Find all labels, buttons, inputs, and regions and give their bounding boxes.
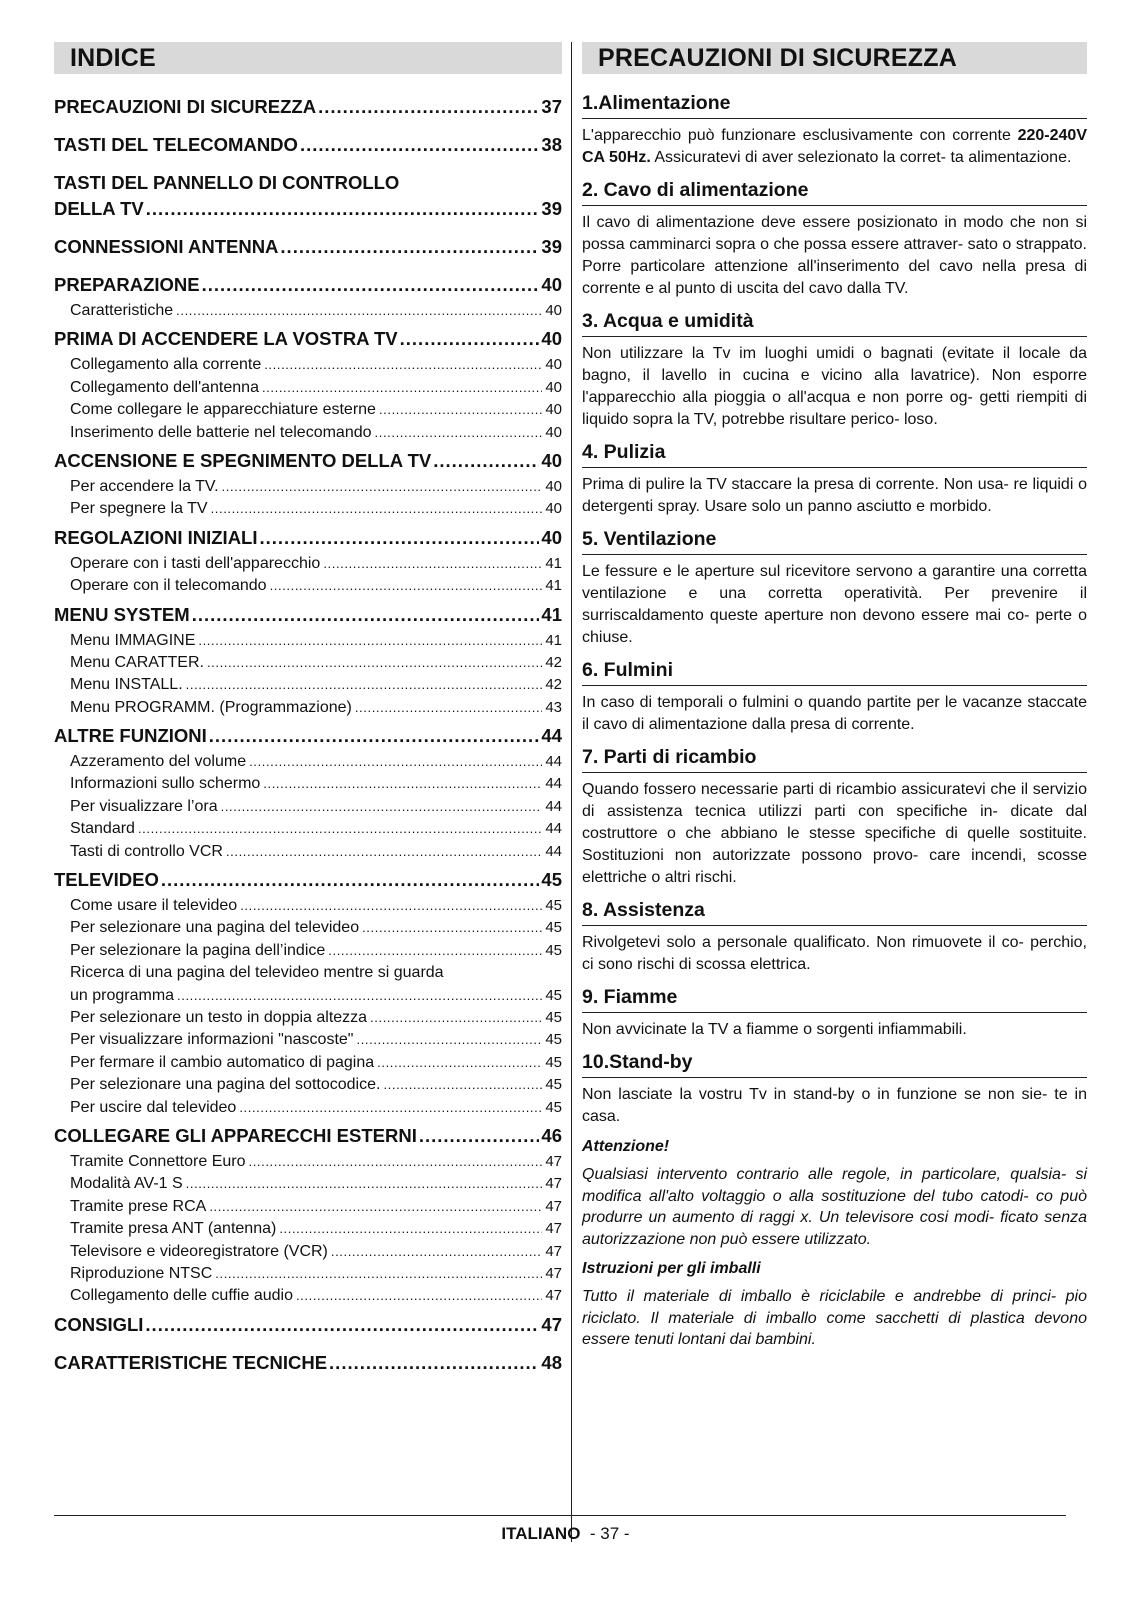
toc-subentries xyxy=(54,895,562,1119)
toc-subentries xyxy=(54,476,562,521)
toc-entry-page: 40 xyxy=(541,274,562,295)
toc-dot-leader xyxy=(329,1352,539,1374)
toc-dot-leader xyxy=(202,274,540,296)
toc-subentry-title: Collegamento alla corrente xyxy=(70,356,262,374)
toc-section xyxy=(54,172,562,220)
toc-dot-leader xyxy=(186,1173,543,1195)
toc-dot-leader xyxy=(177,985,542,1007)
toc-subentry xyxy=(54,895,562,917)
toc-dot-leader xyxy=(400,328,540,350)
toc-dot-leader xyxy=(355,697,542,719)
toc-subentry-page: 44 xyxy=(545,775,562,793)
toc-subentry-title: Riproduzione NTSC xyxy=(70,1264,213,1282)
toc-subentry xyxy=(54,1097,562,1119)
section-heading-standby: 10.Stand-by xyxy=(582,1051,1087,1078)
toc-dot-leader xyxy=(240,895,542,917)
toc-subentries xyxy=(54,553,562,598)
toc-subentries xyxy=(54,630,562,720)
footer-rule xyxy=(54,1515,1066,1516)
toc-subentry-title: Per spegnere la TV xyxy=(70,500,208,518)
toc-dot-leader xyxy=(226,841,542,863)
toc-dot-leader xyxy=(221,796,543,818)
toc-subentry-title-line: Ricerca di una pagina del televideo mentre si guarda xyxy=(70,964,444,982)
attention-heading: Attenzione! xyxy=(582,1138,670,1155)
toc-entry xyxy=(54,869,562,891)
toc-section xyxy=(54,527,562,598)
toc-dot-leader xyxy=(362,917,542,939)
toc-section xyxy=(54,1352,562,1374)
toc-subentry-page: 45 xyxy=(545,1098,562,1116)
packing-heading: Istruzioni per gli imballi xyxy=(582,1260,761,1277)
toc-subentry-title: Menu IMMAGINE xyxy=(70,631,196,649)
toc-section xyxy=(54,134,562,156)
toc-entry xyxy=(54,274,562,296)
toc-subentry xyxy=(54,841,562,863)
toc-subentry-page: 40 xyxy=(545,423,562,441)
toc-subentry-page: 44 xyxy=(545,842,562,860)
toc-dot-leader xyxy=(279,1218,542,1240)
toc-subentry-page: 47 xyxy=(545,1264,562,1282)
toc-section xyxy=(54,96,562,118)
toc-dot-leader xyxy=(249,751,542,773)
section-text-spare-parts: Quando fossero necessarie parti di ricambio assicuratevi che il servizio di assistenza tecnica utilizzi parti con specifiche in- dicate dal costruttore o che abbiano le stesse specifiche di quelle sostituite. Sostituzioni non autorizzate possono provo- care incendi, scosse elettriche o altri rischi. xyxy=(582,781,1087,886)
toc-entry-page: 39 xyxy=(541,236,562,257)
toc-subentry-page: 47 xyxy=(545,1197,562,1215)
section-text-power-cord: Il cavo di alimentazione deve essere posizionato in modo che non si possa camminarci sopra o che possa essere attraver- sato o strappato. Porre particolare attenzione all'inserimento del cavo nella presa di corrente e al punto di uscita del cavo dalla TV. xyxy=(582,214,1087,297)
section-text-ventilation: Le fessure e le aperture sul ricevitore servono a garantire una corretta ventilazione e una corretta operatività. Per prevenire il surriscaldamento queste aperture non devono essere mai co- perte o chiuse. xyxy=(582,563,1087,646)
toc-subentry-title: Per uscire dal televideo xyxy=(70,1098,237,1116)
toc-entry-page: 47 xyxy=(541,1313,562,1335)
toc-dot-leader xyxy=(270,575,543,597)
toc-entry-title: COLLEGARE GLI APPARECCHI ESTERNI xyxy=(54,1124,417,1146)
toc-dot-leader xyxy=(207,652,542,674)
toc-entry xyxy=(54,1352,562,1374)
toc-dot-leader xyxy=(300,134,539,156)
toc-subentry-title: Collegamento dell'antenna xyxy=(70,378,259,396)
column-divider xyxy=(571,42,572,1542)
toc-subentry xyxy=(54,940,562,962)
toc-subentry xyxy=(54,300,562,322)
toc-subentry-page: 45 xyxy=(545,897,562,915)
toc-subentry-page: 44 xyxy=(545,753,562,771)
toc-subentry xyxy=(54,796,562,818)
section-heading-lightning: 6. Fulmini xyxy=(582,659,1087,686)
toc-subentry-title: Informazioni sullo schermo xyxy=(70,775,261,793)
toc-subentry-title: Tasti di controllo VCR xyxy=(70,842,223,860)
toc-subentry xyxy=(54,354,562,376)
toc-subentry xyxy=(54,1285,562,1307)
toc-subentry-title: Menu PROGRAMM. (Programmazione) xyxy=(70,698,352,716)
toc-entry xyxy=(54,725,562,747)
toc-subentry-title: Tramite Connettore Euro xyxy=(70,1152,246,1170)
toc-dot-leader xyxy=(176,300,542,322)
toc-subentry xyxy=(54,751,562,773)
toc-dot-leader xyxy=(192,604,540,626)
toc-subentry-page: 45 xyxy=(545,986,562,1004)
toc-section xyxy=(54,604,562,720)
toc-subentry-title: Inserimento delle batterie nel telecomando xyxy=(70,423,372,441)
toc-entry-title: ALTRE FUNZIONI xyxy=(54,725,207,747)
toc-section xyxy=(54,274,562,322)
toc-subentry-page: 40 xyxy=(545,356,562,374)
toc-dot-leader xyxy=(186,674,543,696)
toc-subentry-page: 40 xyxy=(545,378,562,396)
toc-subentries xyxy=(54,751,562,863)
toc-entry xyxy=(54,134,562,156)
toc-subentry-page: 47 xyxy=(545,1242,562,1260)
toc-dot-leader xyxy=(331,1241,542,1263)
toc-entry-page: 40 xyxy=(541,328,562,350)
toc-subentry xyxy=(54,1241,562,1263)
section-heading-ventilation: 5. Ventilazione xyxy=(582,528,1087,555)
toc-dot-leader xyxy=(138,818,542,840)
toc-subentry-title: Per selezionare un testo in doppia altezza xyxy=(70,1008,368,1026)
toc-entry-title: PRIMA DI ACCENDERE LA VOSTRA TV xyxy=(54,328,398,350)
toc-dot-leader xyxy=(262,377,542,399)
toc-entry xyxy=(54,604,562,626)
toc-entry-page: 45 xyxy=(541,869,562,891)
toc-entry-page: 46 xyxy=(541,1124,562,1146)
section-heading-water: 3. Acqua e umidità xyxy=(582,310,1087,337)
toc-entry-page: 38 xyxy=(541,134,562,155)
toc-subentry-page: 41 xyxy=(545,577,562,595)
toc-entry-title: ACCENSIONE E SPEGNIMENTO DELLA TV xyxy=(54,449,432,471)
section-text-power: L'apparecchio può funzionare esclusivamente con corrente 220-240V CA 50Hz. Assicuratevi di aver selezionato la corret- ta alimentazione. xyxy=(582,127,1087,166)
toc-subentry-title: Standard xyxy=(70,820,135,838)
toc-dot-leader xyxy=(323,553,542,575)
toc-subentry-title: un programma xyxy=(70,986,175,1004)
toc-entry-title: PRECAUZIONI DI SICUREZZA xyxy=(54,96,317,117)
toc-entry-title: REGOLAZIONI INIZIALI xyxy=(54,526,258,548)
toc-subentry xyxy=(54,498,562,520)
toc-subentries xyxy=(54,300,562,322)
packing-text: Tutto il materiale di imballo è riciclabile e andrebbe di princi- pio riciclato. Il materiale di imballo come sacchetti di plastica devono essere tenuti lontani dai bambini. xyxy=(582,1288,1087,1348)
toc-subentry xyxy=(54,1196,562,1218)
toc-subentry xyxy=(54,630,562,652)
toc-subentry-page: 47 xyxy=(545,1287,562,1305)
toc-entry xyxy=(54,328,562,350)
toc-entry-title: TASTI DEL TELECOMANDO xyxy=(54,134,298,155)
toc-dot-leader xyxy=(356,1029,542,1051)
toc-subentry-title: Per accendere la TV. xyxy=(70,477,219,495)
toc-subentry xyxy=(54,917,562,939)
toc-subentry-title: Per selezionare una pagina del televideo xyxy=(70,919,360,937)
toc-entry xyxy=(54,1125,562,1147)
toc-dot-leader xyxy=(260,527,540,549)
toc-subentry-title: Per selezionare una pagina del sottocodice. xyxy=(70,1076,381,1094)
toc-dot-leader xyxy=(280,236,539,258)
toc-subentry xyxy=(54,652,562,674)
toc-subentry-page: 45 xyxy=(545,1076,562,1094)
toc-entry-title-line: TASTI DEL PANNELLO DI CONTROLLO xyxy=(54,172,400,193)
toc-subentry xyxy=(54,818,562,840)
safety-column xyxy=(582,42,1087,1361)
section-heading-service: 8. Assistenza xyxy=(582,899,1087,926)
toc-dot-leader xyxy=(383,1074,542,1096)
toc-subentry xyxy=(54,1151,562,1173)
toc-entry-title: DELLA TV xyxy=(54,198,144,219)
toc-subentry-page: 43 xyxy=(545,698,562,716)
index-column xyxy=(54,42,562,1390)
toc-entry-page: 48 xyxy=(541,1351,562,1373)
toc-dot-leader xyxy=(222,476,543,498)
toc-dot-leader xyxy=(248,1151,542,1173)
toc-entry xyxy=(54,527,562,549)
toc-subentry xyxy=(54,1173,562,1195)
section-text-water: Non utilizzare la Tv im luoghi umidi o bagnati (evitate il locale da bagno, il lavello in cucina e vicino alla lavatrice). Non esporre l'apparecchio alla pioggia o all'acqua e non porre og- getti riempiti di liquido sopra la TV, potrebbe risultare perico- loso. xyxy=(582,345,1087,428)
toc-subentry xyxy=(54,773,562,795)
section-text-flames: Non avvicinate la TV a fiamme o sorgenti infiammabili. xyxy=(582,1021,967,1038)
toc-subentry-page: 47 xyxy=(545,1175,562,1193)
section-heading-spare-parts: 7. Parti di ricambio xyxy=(582,746,1087,773)
section-heading-flames: 9. Fiamme xyxy=(582,986,1087,1013)
toc-subentry xyxy=(54,1218,562,1240)
toc-entry-page: 44 xyxy=(541,725,562,747)
toc-dot-leader xyxy=(239,1097,542,1119)
toc-subentry xyxy=(54,476,562,498)
toc-dot-leader xyxy=(377,1052,542,1074)
toc-subentry-page: 42 xyxy=(545,653,562,671)
section-text-service: Rivolgetevi solo a personale qualificato. Non rimuovete il co- perchio, ci sono rischi di scossa elettrica. xyxy=(582,934,1087,973)
toc-subentry-title: Menu CARATTER. xyxy=(70,653,204,671)
toc-entry-title: CONSIGLI xyxy=(54,1313,144,1335)
toc-dot-leader xyxy=(318,96,539,118)
toc-dot-leader xyxy=(145,1314,539,1336)
section-heading-cleaning: 4. Pulizia xyxy=(582,441,1087,468)
toc-dot-leader xyxy=(198,630,542,652)
toc-subentry-page: 44 xyxy=(545,820,562,838)
toc-subentry xyxy=(54,1052,562,1074)
toc-entry-title: CARATTERISTICHE TECNICHE xyxy=(54,1351,328,1373)
toc-subentry-title: Tramite prese RCA xyxy=(70,1197,207,1215)
section-heading-power-cord: 2. Cavo di alimentazione xyxy=(582,179,1087,206)
section-text-cleaning: Prima di pulire la TV staccare la presa di corrente. Non usa- re liquidi o detergenti spray. Usare solo un panno asciutto e morbido. xyxy=(582,476,1087,515)
toc-entry-title: MENU SYSTEM xyxy=(54,603,190,625)
toc-entry xyxy=(54,96,562,118)
toc-section xyxy=(54,1314,562,1336)
toc-dot-leader xyxy=(215,1263,542,1285)
toc-subentry-title: Collegamento delle cuffie audio xyxy=(70,1287,293,1305)
toc-entry-page: 41 xyxy=(541,603,562,625)
toc-entry-page: 40 xyxy=(541,449,562,471)
toc-dot-leader xyxy=(263,773,542,795)
toc-subentry-page: 45 xyxy=(545,941,562,959)
toc-subentry-page: 42 xyxy=(545,676,562,694)
toc-dot-leader xyxy=(433,450,539,472)
toc-entry xyxy=(54,450,562,472)
toc-subentry-title: Operare con i tasti dell'apparecchio xyxy=(70,554,321,572)
toc-dot-leader xyxy=(161,869,540,891)
toc-subentries xyxy=(54,1151,562,1308)
toc-section xyxy=(54,869,562,1119)
toc-subentry-page: 45 xyxy=(545,919,562,937)
toc-subentry-page: 40 xyxy=(545,302,562,319)
toc-subentry xyxy=(54,1029,562,1051)
toc-subentry-title: Operare con il telecomando xyxy=(70,577,267,595)
toc-dot-leader xyxy=(209,725,540,747)
toc-subentry-page: 41 xyxy=(545,631,562,649)
footer-language: ITALIANO xyxy=(501,1524,581,1543)
section-text-standby: Non lasciate la vostru Tv in stand-by o in funzione se non sie- te in casa. xyxy=(582,1086,1087,1125)
toc-dot-leader xyxy=(379,399,542,421)
index-title: INDICE xyxy=(54,42,562,74)
toc-section xyxy=(54,1125,562,1308)
toc-subentry-page: 45 xyxy=(545,1008,562,1026)
toc-subentry xyxy=(54,377,562,399)
toc-subentry-page: 41 xyxy=(545,554,562,572)
toc-subentry-page: 44 xyxy=(545,797,562,815)
toc-dot-leader xyxy=(370,1007,542,1029)
page-footer xyxy=(0,1524,1131,1544)
section-heading-power: 1.Alimentazione xyxy=(582,92,1087,119)
toc-entry-title: CONNESSIONI ANTENNA xyxy=(54,236,279,257)
toc-dot-leader xyxy=(209,1196,542,1218)
toc-dot-leader xyxy=(375,422,543,444)
toc-entry-page: 37 xyxy=(541,96,562,117)
footer-page-number: - 37 - xyxy=(589,1524,630,1543)
toc-subentry-title: Televisore e videoregistratore (VCR) xyxy=(70,1242,328,1260)
toc-dot-leader xyxy=(419,1125,540,1147)
toc-dot-leader xyxy=(296,1285,542,1307)
toc-entry xyxy=(54,198,562,220)
toc-dot-leader xyxy=(328,940,542,962)
toc-section xyxy=(54,328,562,444)
toc-subentry-page: 40 xyxy=(545,401,562,419)
toc-entry xyxy=(54,1314,562,1336)
toc-subentry-title: Tramite presa ANT (antenna) xyxy=(70,1220,277,1238)
toc-subentry-title: Modalità AV-1 S xyxy=(70,1175,183,1193)
toc-subentry-page: 45 xyxy=(545,1031,562,1049)
toc-subentry-title: Azzeramento del volume xyxy=(70,753,247,771)
toc-entry-title: TELEVIDEO xyxy=(54,869,159,891)
toc-subentry xyxy=(54,1007,562,1029)
toc-subentry xyxy=(54,697,562,719)
toc-subentry-page: 45 xyxy=(545,1053,562,1071)
toc-subentry-page: 40 xyxy=(545,477,562,495)
toc-section xyxy=(54,450,562,521)
toc-subentry-title: Per fermare il cambio automatico di pagina xyxy=(70,1053,375,1071)
toc-entry-title: PREPARAZIONE xyxy=(54,274,200,295)
toc-subentry xyxy=(54,422,562,444)
section-text-lightning: In caso di temporali o fulmini o quando partite per le vacanze staccate il cavo di alimentazione dalla presa di corrente. xyxy=(582,694,1087,733)
toc-section xyxy=(54,725,562,863)
toc-section xyxy=(54,236,562,258)
toc-subentry-title: Come usare il televideo xyxy=(70,897,238,915)
toc-subentry-title: Per visualizzare l’ora xyxy=(70,797,218,815)
table-of-contents xyxy=(54,96,562,1374)
toc-subentry-title: Per selezionare la pagina dell’indice xyxy=(70,941,326,959)
toc-entry-page: 39 xyxy=(541,198,562,219)
toc-subentry-page: 47 xyxy=(545,1152,562,1170)
toc-dot-leader xyxy=(264,354,542,376)
toc-subentry-title: Come collegare le apparecchiature esterne xyxy=(70,401,376,419)
toc-subentry xyxy=(54,985,562,1007)
toc-subentry xyxy=(54,553,562,575)
attention-text: Qualsiasi intervento contrario alle regole, in particolare, qualsia- si modifica all'alto voltaggio o alla sostituzione del tubo catodi- co può produrre un aumento di raggi x. Un televisore cosi modi- ficato senza autorizzazione non può essere utilizzato. xyxy=(582,1166,1087,1248)
toc-dot-leader xyxy=(211,498,543,520)
toc-entry-page: 40 xyxy=(541,526,562,548)
toc-subentry-page: 40 xyxy=(545,500,562,518)
safety-title: PRECAUZIONI DI SICUREZZA xyxy=(582,42,1087,74)
toc-subentry xyxy=(54,1263,562,1285)
toc-subentry-title: Menu INSTALL. xyxy=(70,676,183,694)
toc-subentry-title: Per visualizzare informazioni "nascoste" xyxy=(70,1031,354,1049)
toc-subentry xyxy=(54,575,562,597)
toc-subentry xyxy=(54,399,562,421)
toc-subentry-title: Caratteristiche xyxy=(70,302,174,319)
toc-subentries xyxy=(54,354,562,444)
toc-subentry xyxy=(54,674,562,696)
toc-subentry-page: 47 xyxy=(545,1220,562,1238)
toc-entry xyxy=(54,236,562,258)
toc-dot-leader xyxy=(146,198,540,220)
toc-subentry xyxy=(54,1074,562,1096)
